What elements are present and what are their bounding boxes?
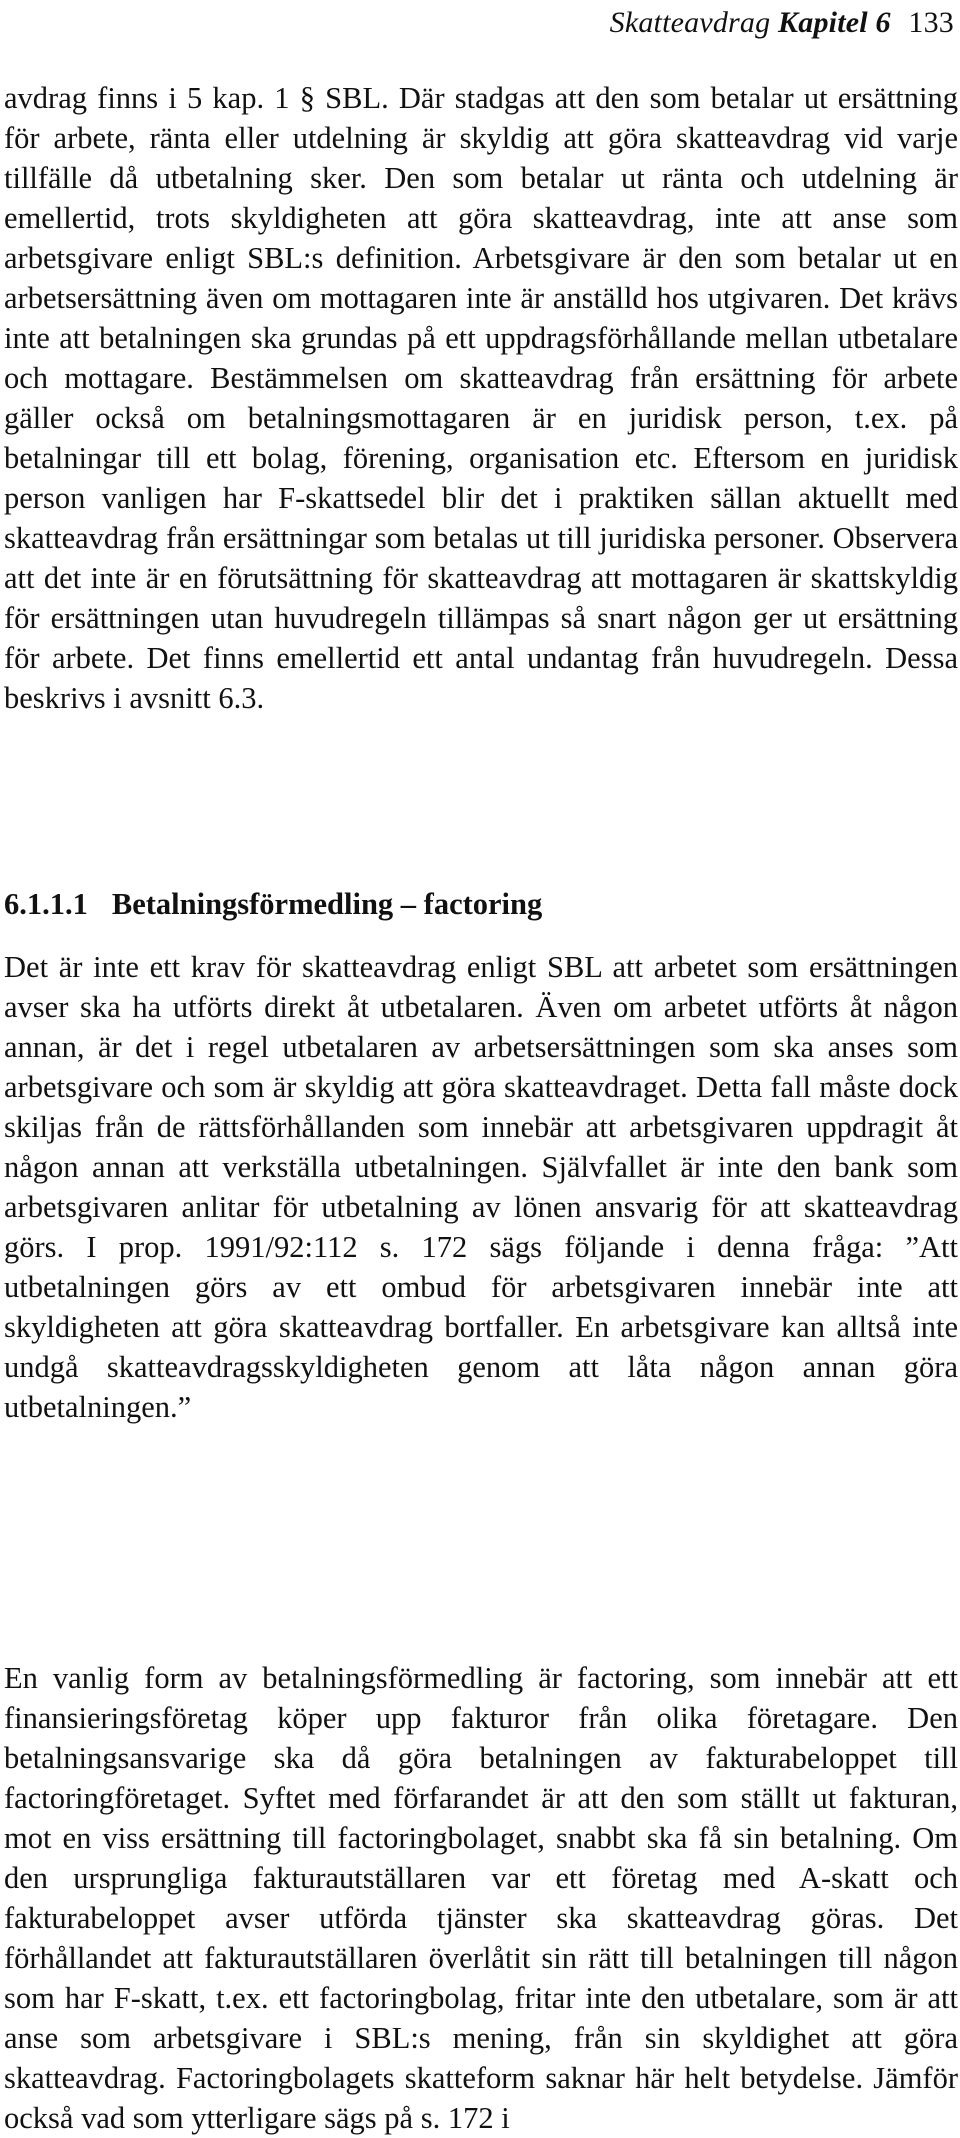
running-header <box>610 6 954 40</box>
section-title: Betalningsförmedling – factoring <box>111 887 543 921</box>
paragraph-intro: avdrag finns i 5 kap. 1 § SBL. Där stadgas att den som betalar ut ersättning för arbete, ränta eller utdelning är skyldig att göra skatteavdrag vid varje tillfälle då utbetalning sker. Den som betalar ut ränta och utdelning är emellertid, trots skyldigheten att göra skatteavdrag, inte att anse som arbetsgivare enligt SBL:s definition. Arbetsgivare är den som betalar ut en arbetsersättning även om mottagaren inte är anställd hos utgivaren. Det krävs inte att betalningen ska grundas på ett uppdragsförhållande mellan utbetalare och mottagare. Bestämmelsen om skatteavdrag från ersättning för arbete gäller också om betalningsmottagaren är en juridisk person, t.ex. på betalningar till ett bolag, förening, organisation etc. Eftersom en juridisk person vanligen har F-skattsedel blir det i praktiken sällan aktuellt med skatteavdrag från ersättningar som betalas ut till juridiska personer. Observera att det inte är en förutsättning för skatteavdrag att mottagaren är skattskyldig för ersättningen utan huvudregeln tillämpas så snart någon ger ut ersättning för arbete. Det finns emellertid ett antal undantag från huvudregeln. Dessa beskrivs i avsnitt 6.3. <box>4 81 958 715</box>
chapter-label: Kapitel 6 <box>778 6 891 39</box>
running-title: Skatteavdrag <box>609 6 771 39</box>
page-number: 133 <box>908 6 954 39</box>
section-heading <box>4 884 542 924</box>
paragraph-factoring: En vanlig form av betalningsförmedling är factoring, som innebär att ett finansieringsföretag köper upp fakturor från olika företagare. Den betalningsansvarige ska då göra betalningen av fakturabeloppet till factoringföretaget. Syftet med förfarandet är att den som ställt ut fakturan, mot en viss ersättning till factoringbolaget, snabbt ska få sin betalning. Om den ursprungliga fakturautställaren var ett företag med A-skatt och fakturabeloppet avser utförda tjänster ska skatteavdrag göras. Det förhållandet att fakturautställaren överlåtit sin rätt till betalningen till någon som har F-skatt, t.ex. ett factoringbolag, fritar inte den utbetalare, som är att anse som arbetsgivare i SBL:s mening, från sin skyldighet att göra skatteavdrag. Factoringbolagets skatteform saknar här helt betydelse. Jämför också vad som ytterligare sägs på s. 172 i <box>4 1661 958 2135</box>
section-number: 6.1.1.1 <box>4 887 88 921</box>
paragraph-agent-payment: Det är inte ett krav för skatteavdrag enligt SBL att arbetet som ersättningen avser ska ha utförts direkt åt utbetalaren. Även om arbetet utförts åt någon annan, är det i regel utbetalaren av arbetsersättningen som ska anses som arbetsgivare och som är skyldig att göra skatteavdraget. Detta fall måste dock skiljas från de rättsförhållanden som innebär att arbetsgivaren uppdragit åt någon annan att verkställa utbetalningen. Självfallet är inte den bank som arbetsgivaren anlitar för utbetalning av lönen ansvarig för att skatteavdrag görs. I prop. 1991/92:112 s. 172 sägs följande i denna fråga: ”Att utbetalningen görs av ett ombud för arbetsgivaren innebär inte att skyldigheten att göra skatteavdrag bortfaller. En arbetsgivare kan alltså inte undgå skatteavdragsskyldigheten genom att låta någon annan göra utbetalningen.” <box>4 950 958 1424</box>
